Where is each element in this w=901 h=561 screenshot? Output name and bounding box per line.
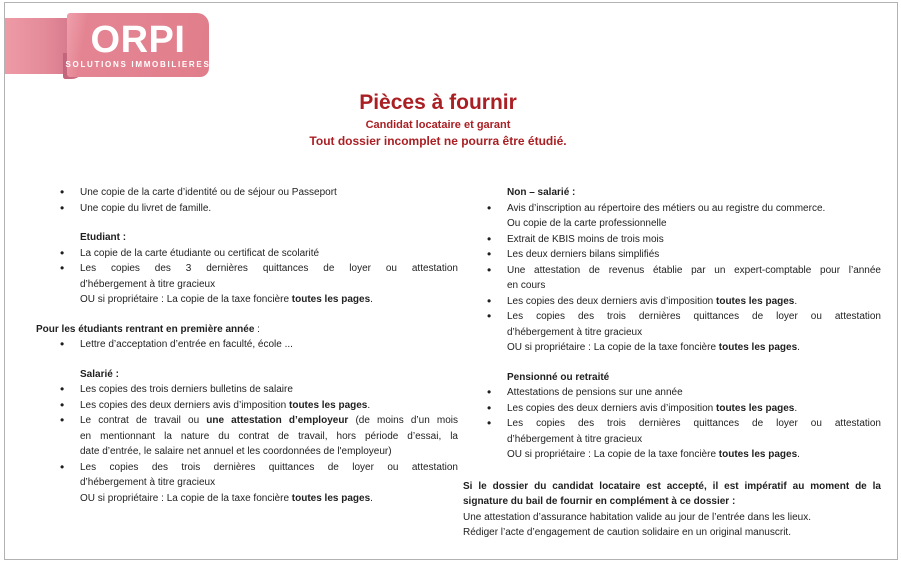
bullet-item bbox=[36, 398, 458, 414]
bullet-line: OU si propriétaire : La copie de la taxe foncière toutes les pages. bbox=[507, 449, 800, 460]
bullet-line: Les copies des deux derniers avis d’imposition toutes les pages. bbox=[507, 295, 798, 307]
bullet-line: Ou copie de la carte professionnelle bbox=[507, 218, 667, 229]
bullet-line: OU si propriétaire : La copie de la taxe foncière toutes les pages. bbox=[80, 294, 373, 305]
bullet-line: Les deux derniers bilans simplifiés bbox=[507, 249, 660, 260]
bullet-marker: • bbox=[60, 397, 65, 412]
logo-main-block bbox=[67, 13, 209, 77]
bullet-text bbox=[507, 201, 881, 232]
paragraph-line: Si le dossier du candidat locataire est accepté, il est impératif au moment de la bbox=[463, 480, 881, 492]
bullet-marker: • bbox=[60, 261, 65, 275]
bullet-text bbox=[507, 309, 881, 356]
bullet-line: en cours bbox=[507, 280, 546, 291]
bullet-marker: • bbox=[487, 293, 492, 308]
section-heading: Etudiant : bbox=[80, 232, 127, 243]
bullet-line: Les copies des trois dernières quittances de loyer ou attestation bbox=[507, 311, 881, 322]
bullet-line: Le contrat de travail ou une attestation d’employeur (de moins d’un mois bbox=[80, 415, 458, 426]
bullet-text bbox=[507, 385, 881, 401]
bullet-item bbox=[36, 460, 458, 507]
bullet-text bbox=[507, 232, 881, 248]
bullet-line: d’hébergement à titre gracieux bbox=[507, 433, 643, 445]
brand-text: ORPI bbox=[90, 19, 186, 61]
document-header bbox=[0, 90, 876, 149]
bullet-marker: • bbox=[60, 382, 65, 396]
page-subtitle: Candidat locataire et garant bbox=[365, 119, 511, 131]
bullet-line: d’hébergement à titre gracieux bbox=[507, 326, 643, 338]
bullet-line: OU si propriétaire : La copie de la taxe foncière toutes les pages. bbox=[80, 492, 373, 504]
orpi-logo bbox=[5, 13, 209, 79]
bullet-marker: • bbox=[487, 416, 492, 430]
page-title: Pièces à fournir bbox=[359, 91, 517, 114]
bullet-line: Une copie du livret de famille. bbox=[80, 202, 212, 214]
bullet-marker: • bbox=[60, 459, 65, 474]
bullet-line: Les copies des trois dernières quittances de loyer ou attestation bbox=[80, 461, 458, 473]
bullet-text bbox=[80, 185, 458, 201]
bullet-marker: • bbox=[60, 337, 65, 351]
bullet-line: Avis d’inscription au répertoire des métiers ou au registre du commerce. bbox=[507, 202, 826, 214]
bullet-text bbox=[80, 413, 458, 460]
bullet-line: Une attestation de revenus établie par un expert-comptable pour l’année bbox=[507, 264, 881, 276]
column-right bbox=[463, 185, 881, 541]
paragraph-line: Une attestation d’assurance habitation valide au jour de l’entrée dans les lieux. bbox=[463, 511, 811, 523]
section-heading: Non – salarié : bbox=[507, 187, 576, 198]
bullet-item bbox=[463, 401, 881, 417]
bullet-line: Une copie de la carte d’identité ou de séjour ou Passeport bbox=[80, 187, 337, 198]
bullet-line: Les copies des deux derniers avis d’imposition toutes les pages. bbox=[507, 402, 798, 414]
bullet-marker: • bbox=[60, 185, 65, 199]
bullet-line: Les copies des deux derniers avis d’imposition toutes les pages. bbox=[80, 399, 371, 411]
bullet-item bbox=[36, 201, 458, 217]
bullet-marker: • bbox=[487, 309, 492, 323]
bullet-marker: • bbox=[60, 200, 65, 215]
bullet-marker: • bbox=[60, 413, 65, 427]
bullet-item bbox=[463, 385, 881, 401]
bullet-text bbox=[80, 201, 458, 217]
bullet-line: en mentionnant la nature du contrat de travail, hors période d’essai, la bbox=[80, 430, 458, 442]
bullet-item bbox=[463, 309, 881, 356]
incomplete-file-notice: Tout dossier incomplet ne pourra être étudié. bbox=[309, 134, 567, 148]
bullet-item bbox=[463, 416, 881, 463]
logo-tagline: SOLUTIONS IMMOBILIERES bbox=[65, 60, 211, 69]
bullet-marker: • bbox=[487, 262, 492, 277]
bullet-item bbox=[36, 413, 458, 460]
bullet-item bbox=[36, 382, 458, 398]
bullet-item bbox=[36, 337, 458, 353]
bullet-marker: • bbox=[487, 247, 492, 261]
bullet-item bbox=[463, 232, 881, 248]
bullet-text bbox=[507, 247, 881, 263]
bullet-text bbox=[507, 263, 881, 294]
bullet-line: Les copies des trois dernières quittances de loyer ou attestation bbox=[507, 418, 881, 429]
bullet-marker: • bbox=[487, 231, 492, 246]
bullet-item bbox=[36, 261, 458, 308]
bullet-text bbox=[80, 460, 458, 507]
bullet-line: La copie de la carte étudiante ou certificat de scolarité bbox=[80, 247, 320, 259]
bullet-item bbox=[463, 201, 881, 232]
bullet-line: Extrait de KBIS moins de trois mois bbox=[507, 233, 664, 245]
bullet-line: date d’entrée, le salaire net annuel et les coordonnées de l'employeur) bbox=[80, 446, 392, 457]
bullet-line: Les copies des trois derniers bulletins de salaire bbox=[80, 384, 293, 395]
bullet-line: Attestations de pensions sur une année bbox=[507, 387, 683, 398]
column-left bbox=[36, 185, 458, 506]
bullet-text bbox=[507, 401, 881, 417]
bullet-item bbox=[463, 263, 881, 294]
bullet-marker: • bbox=[487, 200, 492, 215]
paragraph-line: Rédiger l’acte d’engagement de caution solidaire en un original manuscrit. bbox=[463, 527, 791, 538]
section-heading: Pour les étudiants rentrant en première année : bbox=[36, 323, 260, 335]
bullet-text bbox=[507, 294, 881, 310]
bullet-marker: • bbox=[487, 400, 492, 415]
bullet-item bbox=[36, 246, 458, 262]
paragraph-line: signature du bail de fournir en complément à ce dossier : bbox=[463, 496, 736, 507]
bullet-text bbox=[80, 337, 458, 353]
section-heading: Pensionné ou retraité bbox=[507, 371, 610, 383]
closing-note bbox=[463, 479, 881, 541]
bullet-line: Lettre d’acceptation d’entrée en faculté, école ... bbox=[80, 339, 293, 350]
bullet-line: d’hébergement à titre gracieux bbox=[80, 278, 216, 290]
section-heading: Salarié : bbox=[80, 368, 119, 380]
bullet-line: OU si propriétaire : La copie de la taxe foncière toutes les pages. bbox=[507, 342, 800, 353]
bullet-line: Les copies des 3 dernières quittances de loyer ou attestation bbox=[80, 263, 458, 274]
bullet-item bbox=[463, 247, 881, 263]
bullet-item bbox=[36, 185, 458, 201]
bullet-text bbox=[80, 382, 458, 398]
bullet-text bbox=[80, 246, 458, 262]
bullet-text bbox=[80, 398, 458, 414]
bullet-text bbox=[507, 416, 881, 463]
bullet-marker: • bbox=[487, 385, 492, 399]
bullet-item bbox=[463, 294, 881, 310]
bullet-text bbox=[80, 261, 458, 308]
bullet-line: d’hébergement à titre gracieux bbox=[80, 477, 216, 488]
bullet-marker: • bbox=[60, 245, 65, 260]
